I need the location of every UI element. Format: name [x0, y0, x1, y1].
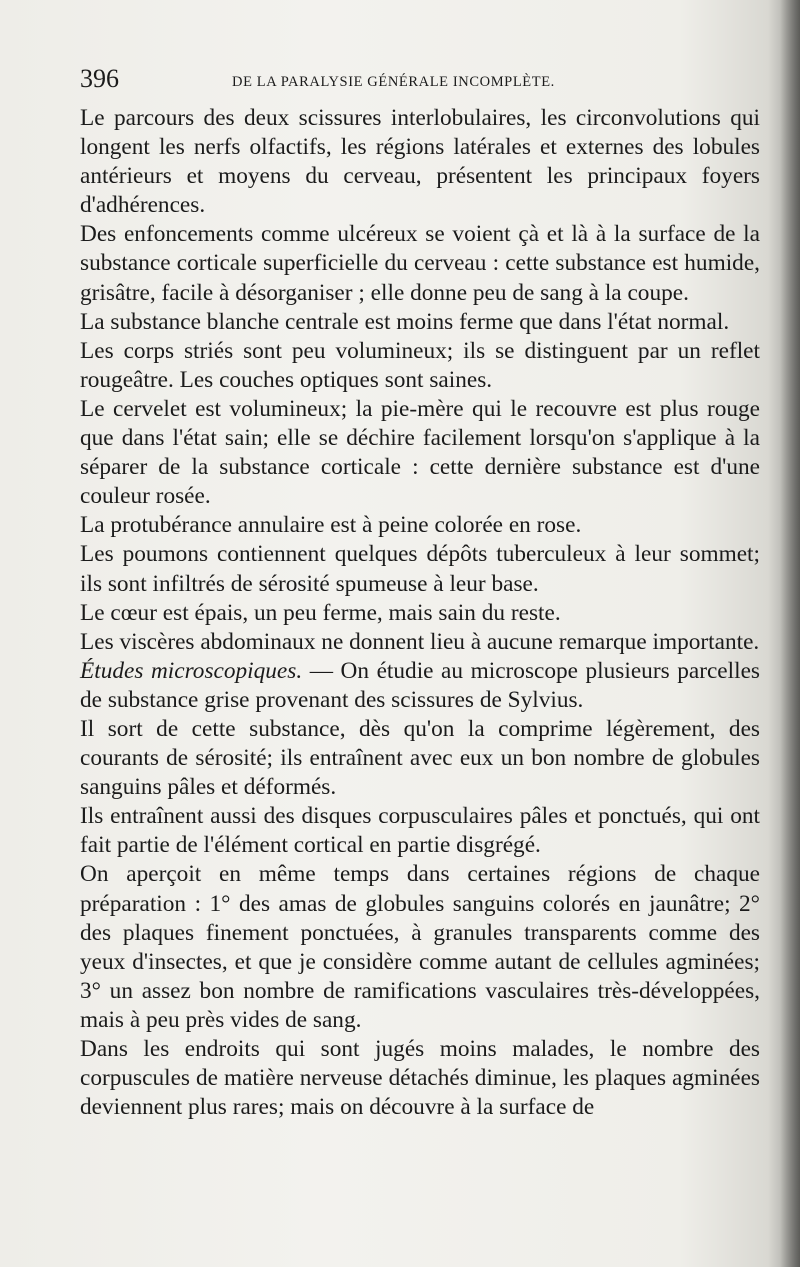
- body-text: [80, 104, 760, 1122]
- paragraph-visceres: Les viscères abdominaux ne donnent lieu à aucune remarque importante.: [80, 628, 760, 655]
- page-number: 396: [80, 64, 119, 93]
- paragraph-endroits: Dans les endroits qui sont jugés moins malades, le nombre des corpuscules de matière nerveuse détachés diminue, les plaques agminées deviennent plus rares; mais on découvre à la surface de: [80, 1036, 760, 1121]
- paragraph-substance-blanche: La substance blanche centrale est moins ferme que dans l'état normal.: [80, 308, 730, 335]
- paragraph-etudes-text: — On étudie au microscope plusieurs parcelles de substance grise provenant des scissures de Sylvius.: [80, 657, 760, 713]
- paragraph-adherences: Le parcours des deux scissures interlobulaires, les circonvolutions qui longent les nerfs olfactifs, les régions latérales et externes des lobules antérieurs et moyens du cerveau, présentent les principaux foyers d'adhérences.: [80, 105, 760, 219]
- page-header: [80, 64, 770, 96]
- paragraph-coeur: Le cœur est épais, un peu ferme, mais sain du reste.: [80, 599, 561, 626]
- binding-shadow: [780, 0, 800, 1267]
- section-heading-etudes: Études microscopiques.: [80, 657, 303, 684]
- paragraph-preparation: On aperçoit en même temps dans certaines régions de chaque préparation : 1° des amas de globules sanguins colorés en jaunâtre; 2° des plaques finement ponctuées, à granules transparents comme des yeux d'insectes, et que je considère comme autant de cellules agminées; 3° un assez bon nombre de ramifications vasculaires très-développées, mais à peu près vides de sang.: [80, 861, 760, 1033]
- paragraph-etudes-microscopiques: [80, 657, 760, 715]
- paragraph-protuberance: La protubérance annulaire est à peine colorée en rose.: [80, 512, 582, 539]
- paragraph-corps-stries: Les corps striés sont peu volumineux; ils se distinguent par un reflet rougeâtre. Les couches optiques sont saines.: [80, 337, 760, 393]
- paragraph-cervelet: Le cervelet est volumineux; la pie-mère qui le recouvre est plus rouge que dans l'état sain; elle se déchire facilement lorsqu'on s'applique à la séparer de la substance corticale : cette dernière substance est d'une couleur rosée.: [80, 395, 760, 510]
- paragraph-enfoncements: Des enfoncements comme ulcéreux se voient çà et là à la surface de la substance corticale superficielle du cerveau : cette substance est humide, grisâtre, facile à désorganiser ; elle donne peu de sang à la coupe.: [80, 221, 760, 306]
- paragraph-serosite: Il sort de cette substance, dès qu'on la comprime légèrement, des courants de sérosité; ils entraînent avec eux un bon nombre de globules sanguins pâles et déformés.: [80, 715, 760, 801]
- running-title: DE LA PARALYSIE GÉNÉRALE INCOMPLÈTE.: [232, 74, 555, 90]
- paragraph-disques: Ils entraînent aussi des disques corpusculaires pâles et ponctués, qui ont fait partie de l'élément cortical en partie disgrégé.: [80, 803, 760, 859]
- paragraph-poumons: Les poumons contiennent quelques dépôts tuberculeux à leur sommet; ils sont infiltrés de sérosité spumeuse à leur base.: [80, 541, 760, 597]
